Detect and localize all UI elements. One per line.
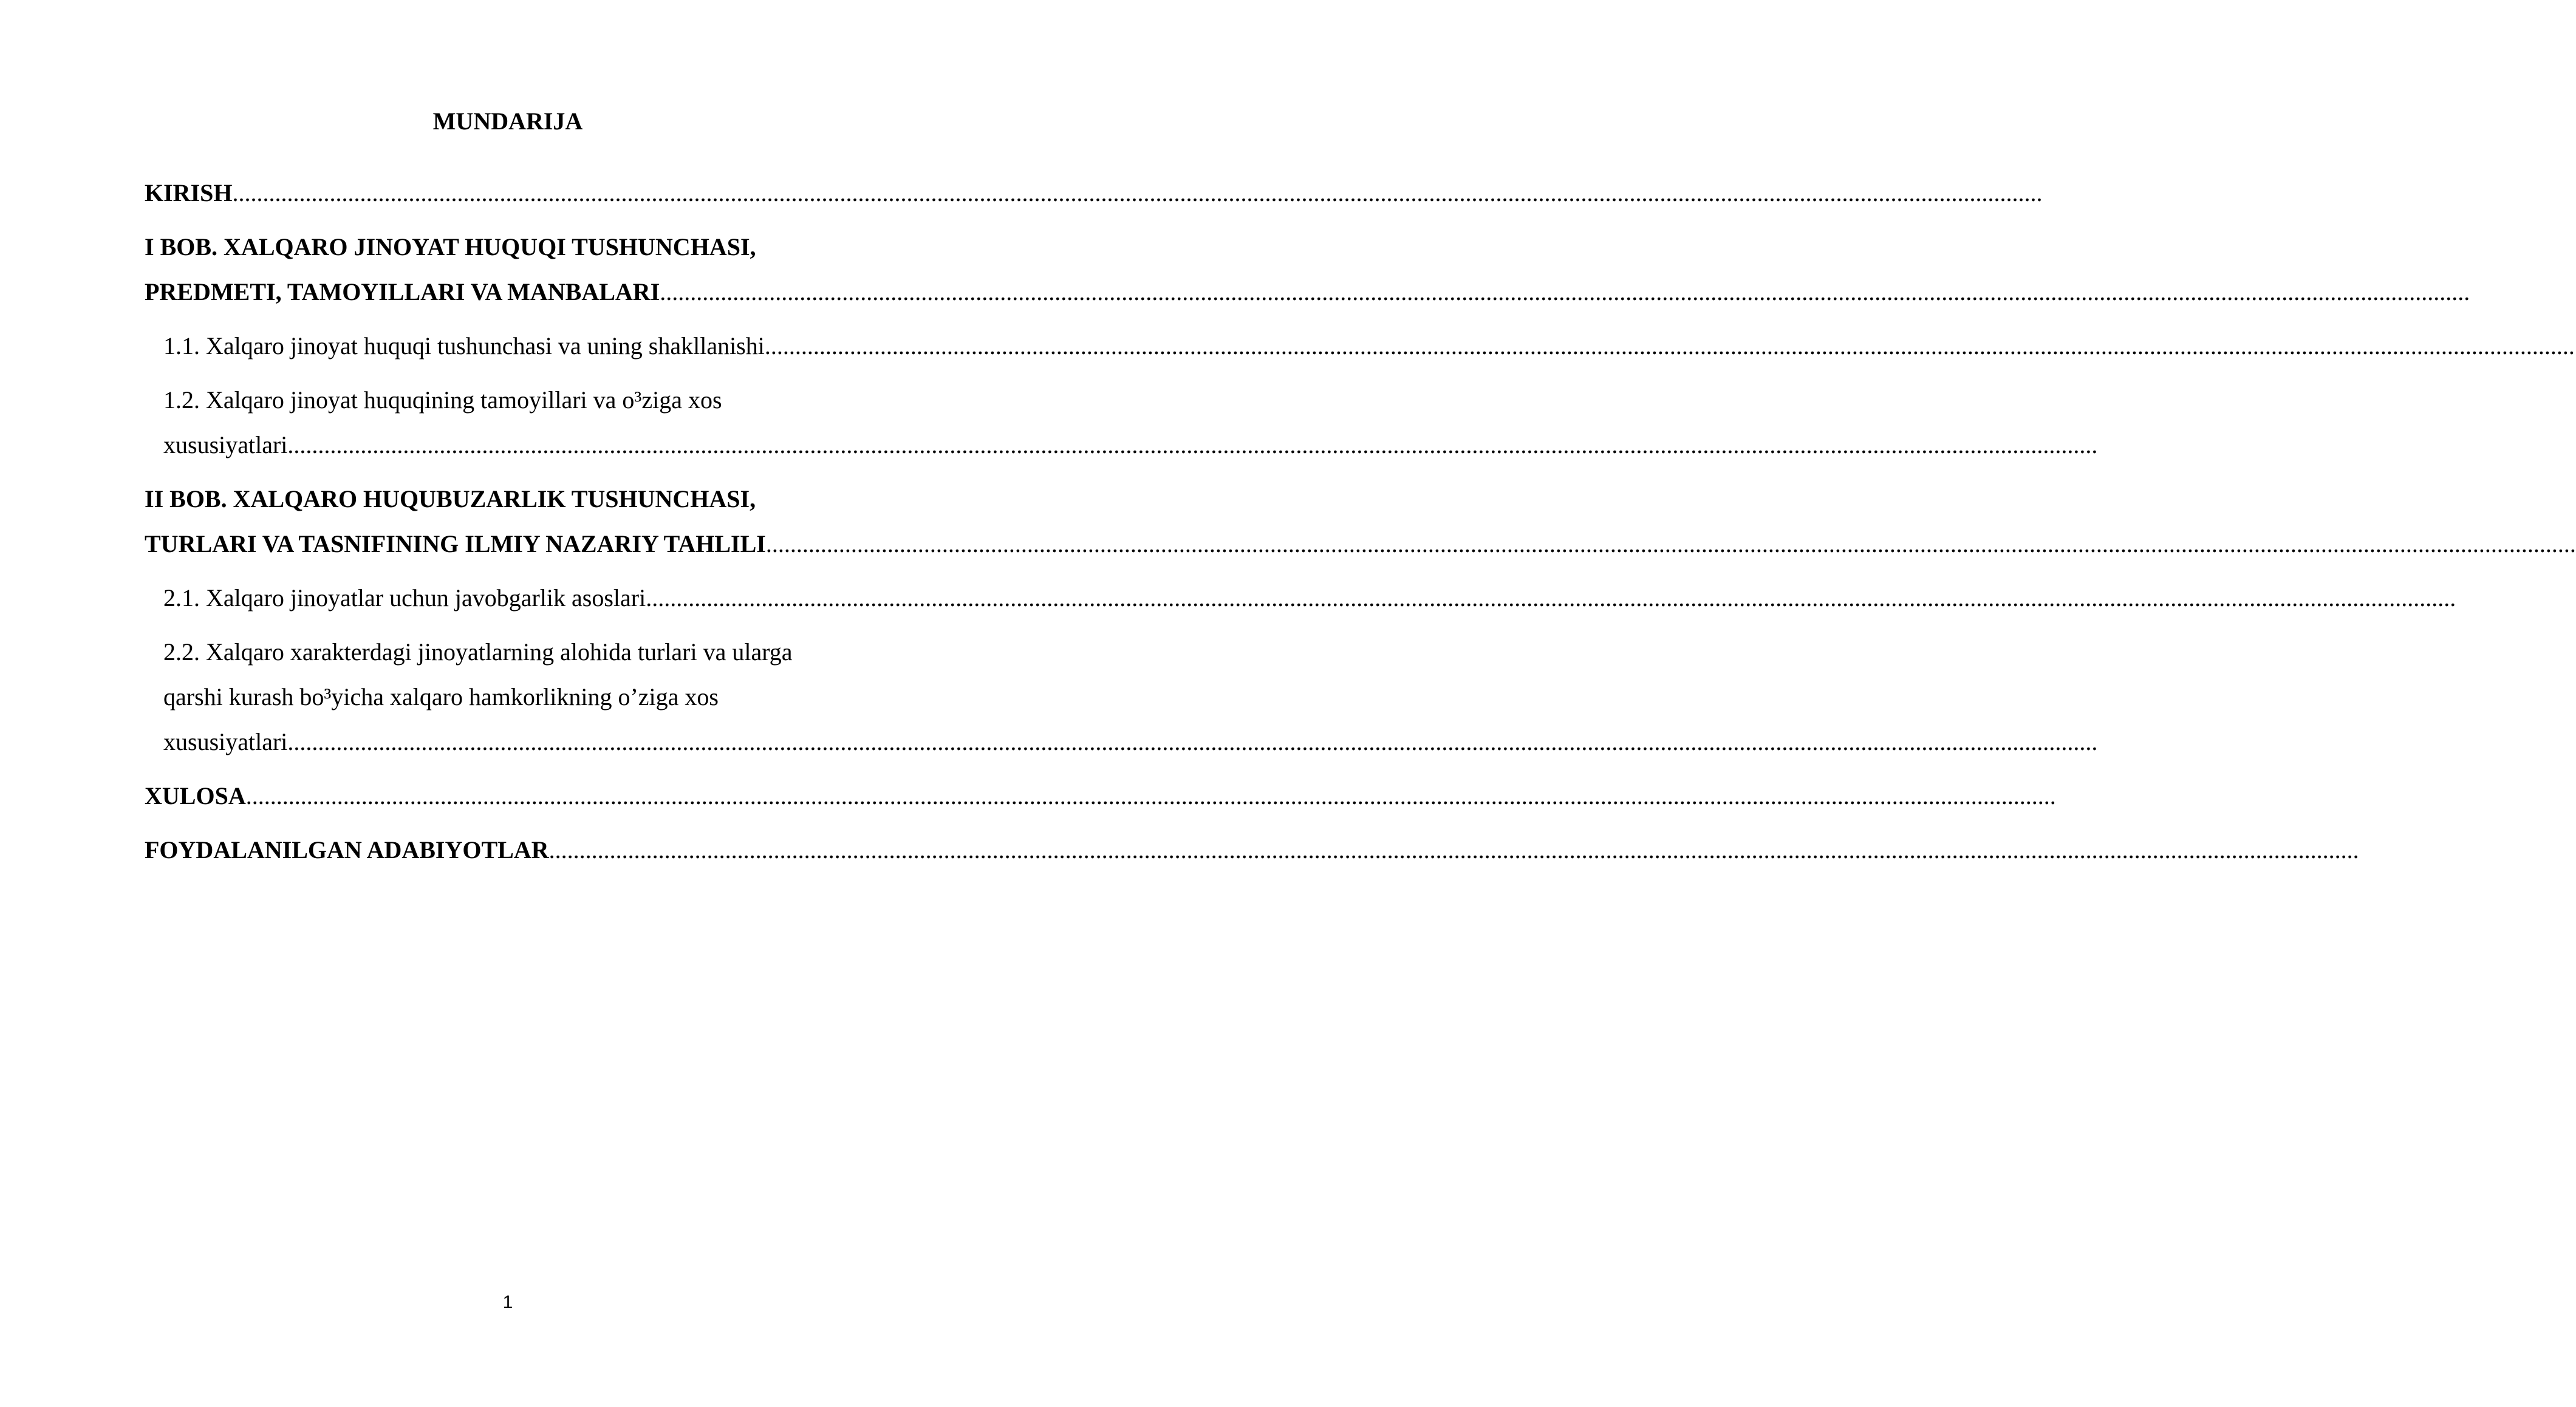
toc-entry-bob1-line2[interactable] <box>145 270 2470 315</box>
toc-entry-section-2-2-line3[interactable] <box>163 720 2098 765</box>
toc-entry-label: qarshi kurash bo³yicha xalqaro hamkorlikning o’ziga xos <box>163 683 719 710</box>
toc-entry-label: PREDMETI, TAMOYILLARI VA MANBALARI <box>145 278 660 305</box>
toc-entry-label: XULOSA <box>145 782 246 809</box>
toc-entry-label: KIRISH <box>145 179 233 206</box>
toc-entry-section-1-2-line2[interactable] <box>163 423 2098 468</box>
toc-entry-label: 2.2. Xalqaro xarakterdagi jinoyatlarning alohida turlari va ularga <box>163 638 793 666</box>
dot-leader: .......................................................................................................................................................................................................................................................................................................... <box>232 179 2043 206</box>
dot-leader: .......................................................................................................................................................................................................................................................................................................... <box>287 728 2098 755</box>
toc-entry-label: xususiyatlari <box>163 431 288 458</box>
toc-entry-label: 1.2. Xalqaro jinoyat huquqining tamoyillari va o³ziga xos <box>163 386 722 414</box>
toc-entry-label: II BOB. XALQARO HUQUBUZARLIK TUSHUNCHASI, <box>145 485 756 513</box>
toc-entry-label: FOYDALANILGAN ADABIYOTLAR <box>145 836 549 864</box>
toc-entry-bob2-line2[interactable] <box>145 522 2576 567</box>
dot-leader: .......................................................................................................................................................................................................................................................................................................... <box>548 836 2359 864</box>
toc-entry-section-2-1[interactable] <box>163 576 2456 621</box>
dot-leader: .......................................................................................................................................................................................................................................................................................................... <box>765 530 2576 557</box>
page-number: 1 <box>502 1292 513 1312</box>
dot-leader: .......................................................................................................................................................................................................................................................................................................... <box>646 584 2456 612</box>
toc-entry-section-2-2-line1[interactable] <box>163 630 972 675</box>
toc-entry-bob1-line1[interactable] <box>145 225 972 270</box>
toc-entry-label: I BOB. XALQARO JINOYAT HUQUQI TUSHUNCHASI, <box>145 233 756 261</box>
dot-leader: .......................................................................................................................................................................................................................................................................................................... <box>764 332 2575 359</box>
toc-entry-section-1-2-line1[interactable] <box>163 378 972 423</box>
toc-entry-adabiyotlar[interactable] <box>145 828 2359 873</box>
toc-entry-label: 2.1. Xalqaro jinoyatlar uchun javobgarlik asoslari <box>163 584 646 612</box>
toc-entry-label: 1.1. Xalqaro jinoyat huquqi tushunchasi va uning shakllanishi <box>163 332 765 359</box>
dot-leader: .......................................................................................................................................................................................................................................................................................................... <box>287 431 2098 458</box>
toc-entry-section-1-1[interactable] <box>163 324 2575 369</box>
toc-entry-section-2-2-line2[interactable] <box>163 675 972 720</box>
toc-entry-kirish[interactable] <box>145 171 2043 216</box>
page-title: MUNDARIJA <box>432 107 583 135</box>
toc-entry-label: TURLARI VA TASNIFINING ILMIY NAZARIY TAHLILI <box>145 530 766 557</box>
dot-leader: .......................................................................................................................................................................................................................................................................................................... <box>660 278 2470 305</box>
toc-entry-bob2-line1[interactable] <box>145 477 972 522</box>
dot-leader: .......................................................................................................................................................................................................................................................................................................... <box>245 782 2056 809</box>
toc-entry-label: xususiyatlari <box>163 728 288 755</box>
toc-entry-xulosa[interactable] <box>145 774 2056 819</box>
